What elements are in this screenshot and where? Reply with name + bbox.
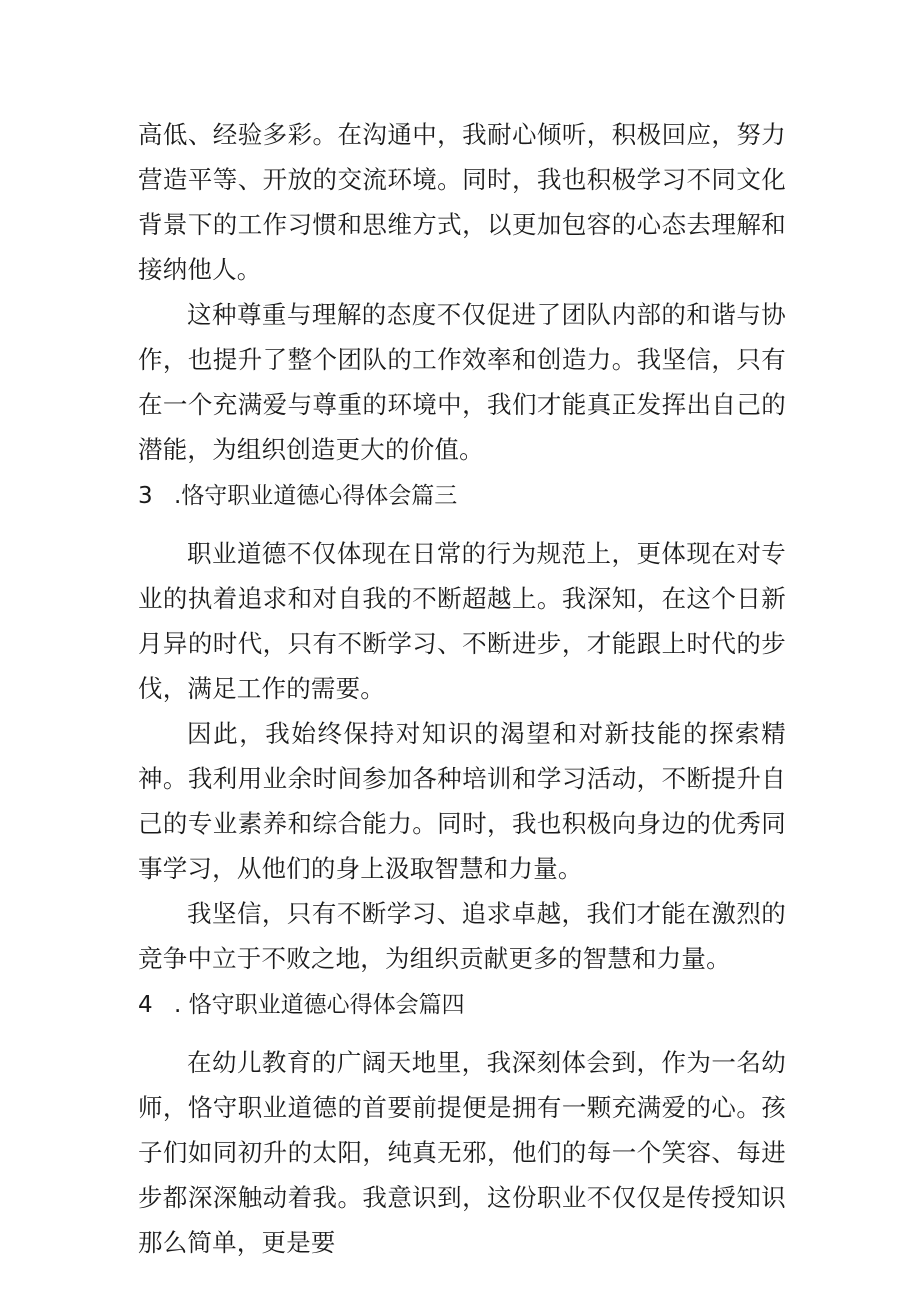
paragraph-preschool: 在幼儿教育的广阔天地里，我深刻体会到，作为一名幼师，恪守职业道德的首要前提便是拥有一颗充满爱的心。孩子们如同初升的太阳，纯真无邪，他们的每一个笑容、每进步都深深触动着我。我意识到，这份职业不仅仅是传授知识那么简单，更是要 (138, 1048, 786, 1257)
paragraph-learning: 因此，我始终保持对知识的渴望和对新技能的探索精神。我利用业余时间参加各种培训和学习活动，不断提升自己的专业素养和综合能力。同时，我也积极向身边的优秀同事学习，从他们的身上汲取智慧和力量。 (138, 719, 786, 883)
paragraph-continuation: 高低、经验多彩。在沟通中，我耐心倾听，积极回应，努力营造平等、开放的交流环境。同时，我也积极学习不同文化背景下的工作习惯和思维方式，以更加包容的心态去理解和接纳他人。 (138, 120, 786, 284)
paragraph-respect: 这种尊重与理解的态度不仅促进了团队内部的和谐与协作，也提升了整个团队的工作效率和创造力。我坚信，只有在一个充满爱与尊重的环境中，我们才能真正发挥出自己的潜能，为组织创造更大的价值。 (138, 300, 786, 464)
paragraph-excellence: 我坚信，只有不断学习、追求卓越，我们才能在激烈的竞争中立于不败之地，为组织贡献更多的智慧和力量。 (138, 899, 786, 973)
paragraph-ethics: 职业道德不仅体现在日常的行为规范上，更体现在对专业的执着追求和对自我的不断超越上。我深知，在这个日新月异的时代，只有不断学习、不断进步，才能跟上时代的步伐，满足工作的需要。 (138, 539, 786, 703)
heading-title: . 恪守职业道德心得体会篇四 (174, 992, 465, 1018)
section-heading-4 (138, 983, 786, 1028)
heading-number: 4 (138, 992, 153, 1018)
document-page (138, 112, 786, 1265)
heading-title: .恪守职业道德心得体会篇三 (174, 483, 458, 509)
section-heading-3 (138, 474, 786, 519)
heading-number: 3 (138, 483, 153, 509)
